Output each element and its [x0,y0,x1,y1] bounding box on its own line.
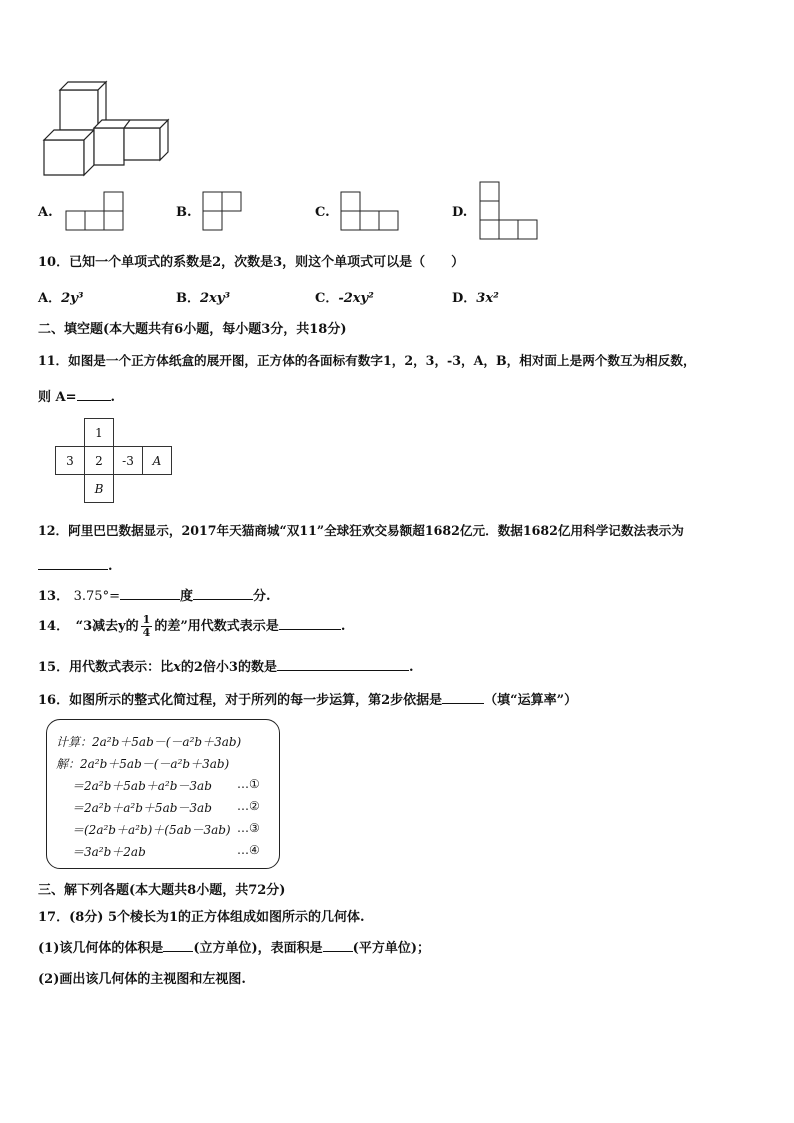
q16-stem-text: 16．如图所示的整式化简过程，对于所列的每一步运算，第2步依据是 [38,693,443,708]
q11-answer-label: 则 A= [38,390,77,405]
q17-part2: (2)画出该几何体的主视图和左视图. [38,972,246,987]
q9-option-d-figure [479,181,541,243]
q17-p1-volume-label: (1)该几何体的体积是 [38,941,164,956]
net-cell-center: 2 [85,447,114,475]
calc-line-4: ＝(2a²b＋a²b)＋(5ab－3ab) [72,823,231,837]
q12-line1: 12．阿里巴巴数据显示，2017年天猫商城“双11”全球狂欢交易额超1682亿元．数据1682亿用科学记数法表示为 [38,523,684,538]
q16-tail: （填“运算率”） [484,693,578,708]
q15-period: . [408,660,414,675]
q9-option-d-label[interactable]: D. [452,205,468,220]
q15 [38,656,413,675]
calc-mark-4: …④ [237,843,260,857]
q13-equals: = [109,589,120,604]
q15-suffix: 的2倍小3的数是 [180,660,277,675]
net-cell-top: 1 [85,419,114,447]
q9-option-b-figure [202,191,244,233]
calc-line-5: ＝3a²b＋2ab [72,845,146,859]
q17-area-blank[interactable] [323,938,353,952]
calc-line-1: 解：2a²b＋5ab－(－a²b＋3ab) [56,757,230,771]
q12-line2 [38,556,113,574]
q15-answer-blank[interactable] [277,657,409,671]
q13-minute-blank[interactable] [193,586,253,600]
q13-degree-blank[interactable] [120,586,180,600]
q12-answer-blank[interactable] [38,556,108,570]
q14-period: . [340,619,346,634]
q17-p1-area-label: (立方单位)，表面积是 [193,941,323,956]
q17-volume-blank[interactable] [163,938,193,952]
q10-option-d[interactable] [452,287,499,306]
q15-prefix: 15．用代数式表示：比 [38,660,174,675]
q16-answer-blank[interactable] [442,690,484,704]
calc-mark-3: …③ [237,821,260,835]
calc-mark-1: …① [237,777,260,791]
q13-degree-unit: 度 [179,589,193,604]
q10-option-c-expr: -2xy² [338,291,374,306]
q13 [38,585,271,604]
q10-option-d-letter: D． [452,291,477,306]
q10-option-b[interactable] [176,287,230,306]
q10-option-b-letter: B． [176,291,200,306]
calc-line-3: ＝2a²b＋a²b＋5ab－3ab [72,801,212,815]
net-cell-right1: -3 [114,447,143,475]
q11-period: . [110,390,116,405]
q12-period: . [108,559,113,574]
q10-option-c[interactable] [315,287,374,306]
q17-part1 [38,937,430,956]
q9-option-a-figure [66,191,126,233]
net-cell-left: 3 [56,447,85,475]
q9-option-c-figure [340,191,402,233]
calc-line-2: ＝2a²b＋5ab＋a²b－3ab [72,779,212,793]
q9-option-b-label[interactable]: B. [176,205,192,220]
q14-frac-denominator: 4 [142,626,151,639]
q14-frac-numerator: 1 [142,613,151,626]
q10-option-a[interactable] [38,287,83,306]
q17-p1-unit: (平方单位)； [352,941,430,956]
q15-variable: x [173,660,181,675]
calc-line-0: 计算：2a²b＋5ab－(－a²b＋3ab) [56,735,242,749]
q10-option-c-letter: C． [315,291,339,306]
q10-option-b-expr: 2xy³ [200,291,231,306]
q10-option-d-expr: 3x² [476,291,499,306]
q13-number: 13． [38,589,70,604]
cube-net [55,418,172,503]
q14-fraction [141,614,153,639]
q14 [38,614,345,639]
q9-option-a-label[interactable]: A. [38,205,53,220]
q13-value: 3.75° [73,589,110,604]
q13-minute-unit: 分. [253,589,271,604]
net-cell-right2: A [143,447,172,475]
calc-mark-2: …② [237,799,260,813]
section3-heading: 三、解下列各题(本大题共8小题，共72分) [38,883,286,898]
q10-stem: 10．已知一个单项式的系数是2，次数是3，则这个单项式可以是（ ） [38,255,465,270]
q10-option-a-letter: A． [38,291,62,306]
section2-heading: 二、填空题(本大题共有6小题，每小题3分，共18分) [38,322,347,337]
q11-answer-blank[interactable] [77,387,111,401]
q14-prefix: 14． “3减去y的 [38,619,139,634]
q11-line2 [38,386,115,405]
q16-stem [38,689,577,708]
net-cell-bottom: B [85,475,114,503]
q10-option-a-expr: 2y³ [61,291,84,306]
q9-option-c-label[interactable]: C. [315,205,330,220]
q14-suffix: 的差”用代数式表示是 [154,619,279,634]
cube-solid-figure [40,80,175,180]
q11-line1: 11．如图是一个正方体纸盒的展开图，正方体的各面标有数字1，2，3，-3，A，B，相对面上是两个数互为相反数， [38,353,696,368]
q17-stem: 17．(8分) 5个棱长为1的正方体组成如图所示的几何体. [38,910,365,925]
q14-answer-blank[interactable] [279,616,341,630]
